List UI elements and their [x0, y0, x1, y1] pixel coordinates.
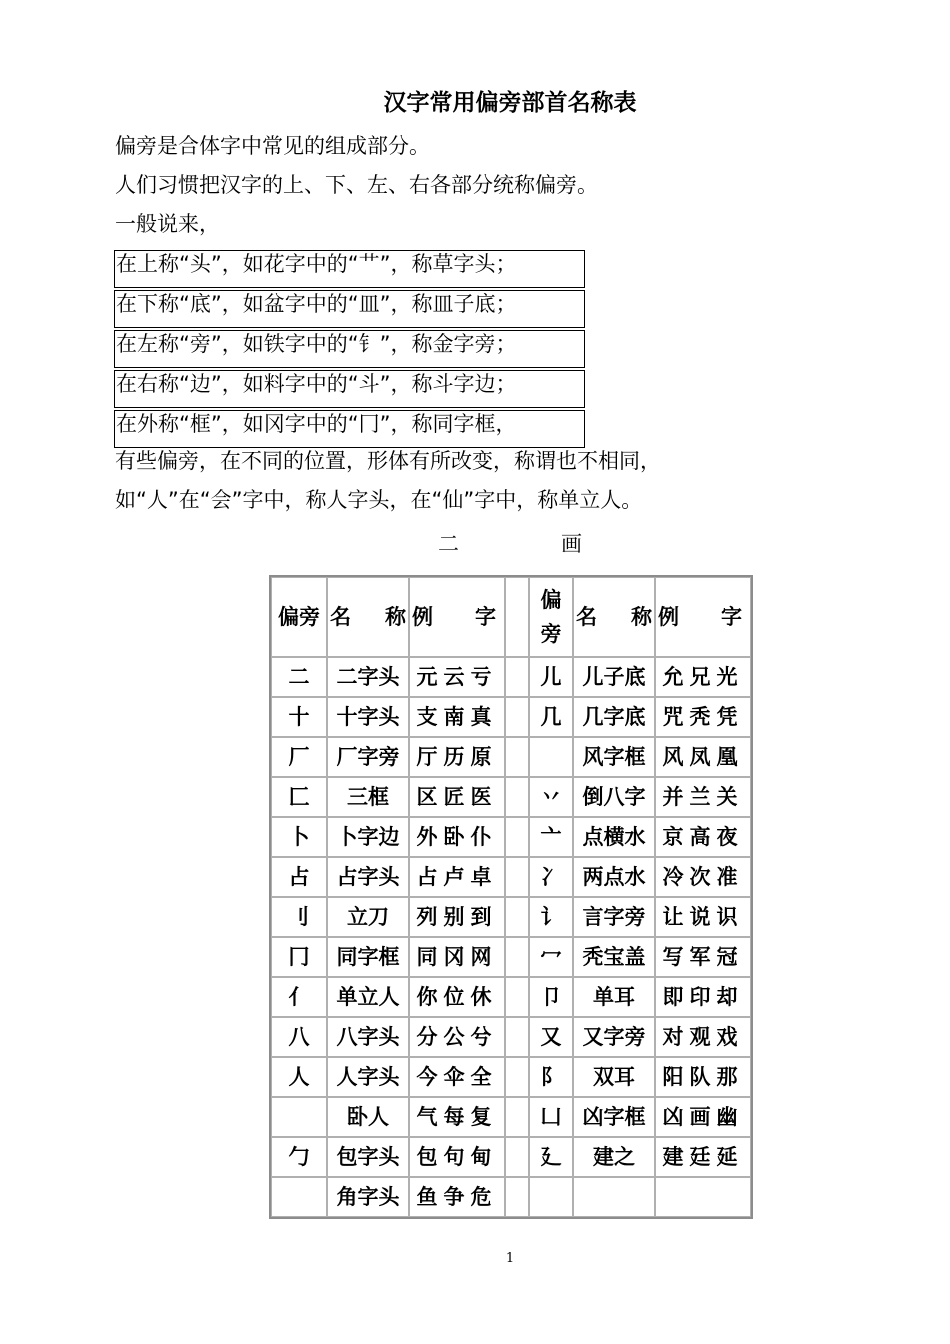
examples-cell: 阳队那 — [655, 1057, 751, 1097]
radical-cell: 又 — [529, 1017, 573, 1057]
name-cell: 厂字旁 — [327, 737, 409, 777]
examples-cell: 你位休 — [409, 977, 505, 1017]
radical-cell: 刂 — [271, 897, 327, 937]
outro-line: 如“人”在“会”字中，称人字头，在“仙”字中，称单立人。 — [115, 488, 643, 512]
name-cell: 儿子底 — [573, 657, 655, 697]
table-gap — [505, 1177, 529, 1217]
table-row — [271, 1017, 751, 1057]
table-row — [271, 777, 751, 817]
name-cell: 八字头 — [327, 1017, 409, 1057]
table-gap — [505, 777, 529, 817]
section-heading — [0, 528, 950, 558]
table-gap — [505, 1017, 529, 1057]
name-cell: 同字框 — [327, 937, 409, 977]
name-cell: 人字头 — [327, 1057, 409, 1097]
section-heading-part: 画 — [561, 532, 582, 556]
header-name — [573, 577, 655, 657]
header-example-part: 字 — [475, 605, 496, 629]
table-row — [271, 857, 751, 897]
name-cell: 凶字框 — [573, 1097, 655, 1137]
header-radical: 偏旁 — [271, 577, 327, 657]
table-gap — [505, 1097, 529, 1137]
intro-line: 偏旁是合体字中常见的组成部分。 — [115, 134, 430, 158]
examples-cell: 建廷延 — [655, 1137, 751, 1177]
examples-cell: 让说识 — [655, 897, 751, 937]
examples-cell: 气每复 — [409, 1097, 505, 1137]
header-example — [409, 577, 505, 657]
table-gap — [505, 937, 529, 977]
table-row — [271, 657, 751, 697]
radical-cell: 卩 — [529, 977, 573, 1017]
radical-cell: 亻 — [271, 977, 327, 1017]
table-gap — [505, 977, 529, 1017]
table-row — [271, 1137, 751, 1177]
table-gap — [505, 857, 529, 897]
name-cell: 几字底 — [573, 697, 655, 737]
radical-cell: 人 — [271, 1057, 327, 1097]
radical-cell: 讠 — [529, 897, 573, 937]
radical-cell — [529, 737, 573, 777]
table-gap — [505, 817, 529, 857]
table-row — [271, 737, 751, 777]
header-name — [327, 577, 409, 657]
header-example-part: 例 — [412, 605, 433, 629]
name-cell: 角字头 — [327, 1177, 409, 1217]
name-cell: 占字头 — [327, 857, 409, 897]
radical-cell: 冫 — [529, 857, 573, 897]
table-gap — [505, 697, 529, 737]
name-cell: 建之 — [573, 1137, 655, 1177]
radical-cell: 凵 — [529, 1097, 573, 1137]
name-cell: 两点水 — [573, 857, 655, 897]
table-gap — [505, 897, 529, 937]
table-gap — [505, 737, 529, 777]
examples-cell: 对观戏 — [655, 1017, 751, 1057]
table-row — [271, 1177, 751, 1217]
examples-cell — [655, 1177, 751, 1217]
table-gap — [505, 657, 529, 697]
examples-cell: 区匠医 — [409, 777, 505, 817]
table-row — [271, 1057, 751, 1097]
examples-cell: 即印却 — [655, 977, 751, 1017]
table-row — [271, 1097, 751, 1137]
table-gap — [505, 1137, 529, 1177]
page-title: 汉字常用偏旁部首名称表 — [383, 90, 637, 116]
radical-cell: 冖 — [529, 937, 573, 977]
rule-line: 在右称“边”，如料字中的“斗”，称斗字边； — [114, 370, 585, 408]
header-name-part: 名 — [330, 605, 351, 629]
rule-line: 在左称“旁”，如铁字中的“钅”，称金字旁； — [114, 330, 585, 368]
examples-cell: 咒秃凭 — [655, 697, 751, 737]
examples-cell: 同冈网 — [409, 937, 505, 977]
section-heading-part: 二 — [438, 532, 459, 556]
radical-cell: 阝 — [529, 1057, 573, 1097]
name-cell: 言字旁 — [573, 897, 655, 937]
radical-cell: 占 — [271, 857, 327, 897]
name-cell: 又字旁 — [573, 1017, 655, 1057]
radical-cell: 勹 — [271, 1137, 327, 1177]
outro-line: 有些偏旁，在不同的位置，形体有所改变，称谓也不相同， — [115, 449, 661, 473]
name-cell: 立刀 — [327, 897, 409, 937]
header-example-part: 字 — [721, 605, 742, 629]
table-gap — [505, 577, 529, 657]
examples-cell: 凶画幽 — [655, 1097, 751, 1137]
radical-cell: 厂 — [271, 737, 327, 777]
rule-line: 在外称“框”，如冈字中的“冂”，称同字框， — [114, 410, 585, 448]
radical-cell: 儿 — [529, 657, 573, 697]
radical-cell: 几 — [529, 697, 573, 737]
header-name-part: 称 — [631, 605, 652, 629]
header-example — [655, 577, 751, 657]
examples-cell: 允兄光 — [655, 657, 751, 697]
table-row — [271, 977, 751, 1017]
name-cell: 卧人 — [327, 1097, 409, 1137]
name-cell: 倒八字 — [573, 777, 655, 817]
header-name-part: 称 — [385, 605, 406, 629]
name-cell: 点横水 — [573, 817, 655, 857]
name-cell: 风字框 — [573, 737, 655, 777]
radical-cell: 匚 — [271, 777, 327, 817]
rule-line: 在下称“底”，如盆字中的“皿”，称皿子底； — [114, 290, 585, 328]
header-radical — [529, 577, 573, 657]
examples-cell: 冷次准 — [655, 857, 751, 897]
examples-cell: 占卢卓 — [409, 857, 505, 897]
name-cell: 双耳 — [573, 1057, 655, 1097]
radicals-table — [269, 575, 753, 1219]
radical-cell: 丷 — [529, 777, 573, 817]
radical-cell: 十 — [271, 697, 327, 737]
radical-cell: 亠 — [529, 817, 573, 857]
name-cell: 卜字边 — [327, 817, 409, 857]
intro-line: 一般说来， — [115, 212, 220, 236]
table-header-row — [271, 577, 751, 657]
examples-cell: 鱼争危 — [409, 1177, 505, 1217]
table-row — [271, 937, 751, 977]
page-number: 1 — [505, 1251, 515, 1266]
radical-cell — [271, 1177, 327, 1217]
radical-cell: 二 — [271, 657, 327, 697]
table-row — [271, 697, 751, 737]
radical-cell: 冂 — [271, 937, 327, 977]
examples-cell: 京高夜 — [655, 817, 751, 857]
radical-cell: 廴 — [529, 1137, 573, 1177]
name-cell: 单立人 — [327, 977, 409, 1017]
table-gap — [505, 1057, 529, 1097]
name-cell: 十字头 — [327, 697, 409, 737]
examples-cell: 元云亏 — [409, 657, 505, 697]
name-cell: 三框 — [327, 777, 409, 817]
examples-cell: 今伞全 — [409, 1057, 505, 1097]
name-cell: 单耳 — [573, 977, 655, 1017]
examples-cell: 分公兮 — [409, 1017, 505, 1057]
header-name-part: 名 — [576, 605, 597, 629]
radical-cell: 八 — [271, 1017, 327, 1057]
examples-cell: 风凤凰 — [655, 737, 751, 777]
examples-cell: 支南真 — [409, 697, 505, 737]
examples-cell: 并兰关 — [655, 777, 751, 817]
examples-cell: 写军冠 — [655, 937, 751, 977]
name-cell: 二字头 — [327, 657, 409, 697]
radical-cell: 卜 — [271, 817, 327, 857]
table-row — [271, 817, 751, 857]
header-example-part: 例 — [658, 605, 679, 629]
radical-cell — [271, 1097, 327, 1137]
header-radical-text: 偏旁 — [540, 588, 562, 646]
intro-line: 人们习惯把汉字的上、下、左、右各部分统称偏旁。 — [115, 173, 598, 197]
name-cell: 秃宝盖 — [573, 937, 655, 977]
rule-line: 在上称“头”，如花字中的“艹”，称草字头； — [114, 250, 585, 288]
table-row — [271, 897, 751, 937]
examples-cell: 厅历原 — [409, 737, 505, 777]
name-cell: 包字头 — [327, 1137, 409, 1177]
radical-cell — [529, 1177, 573, 1217]
examples-cell: 列别到 — [409, 897, 505, 937]
examples-cell: 外卧仆 — [409, 817, 505, 857]
examples-cell: 包句甸 — [409, 1137, 505, 1177]
name-cell — [573, 1177, 655, 1217]
